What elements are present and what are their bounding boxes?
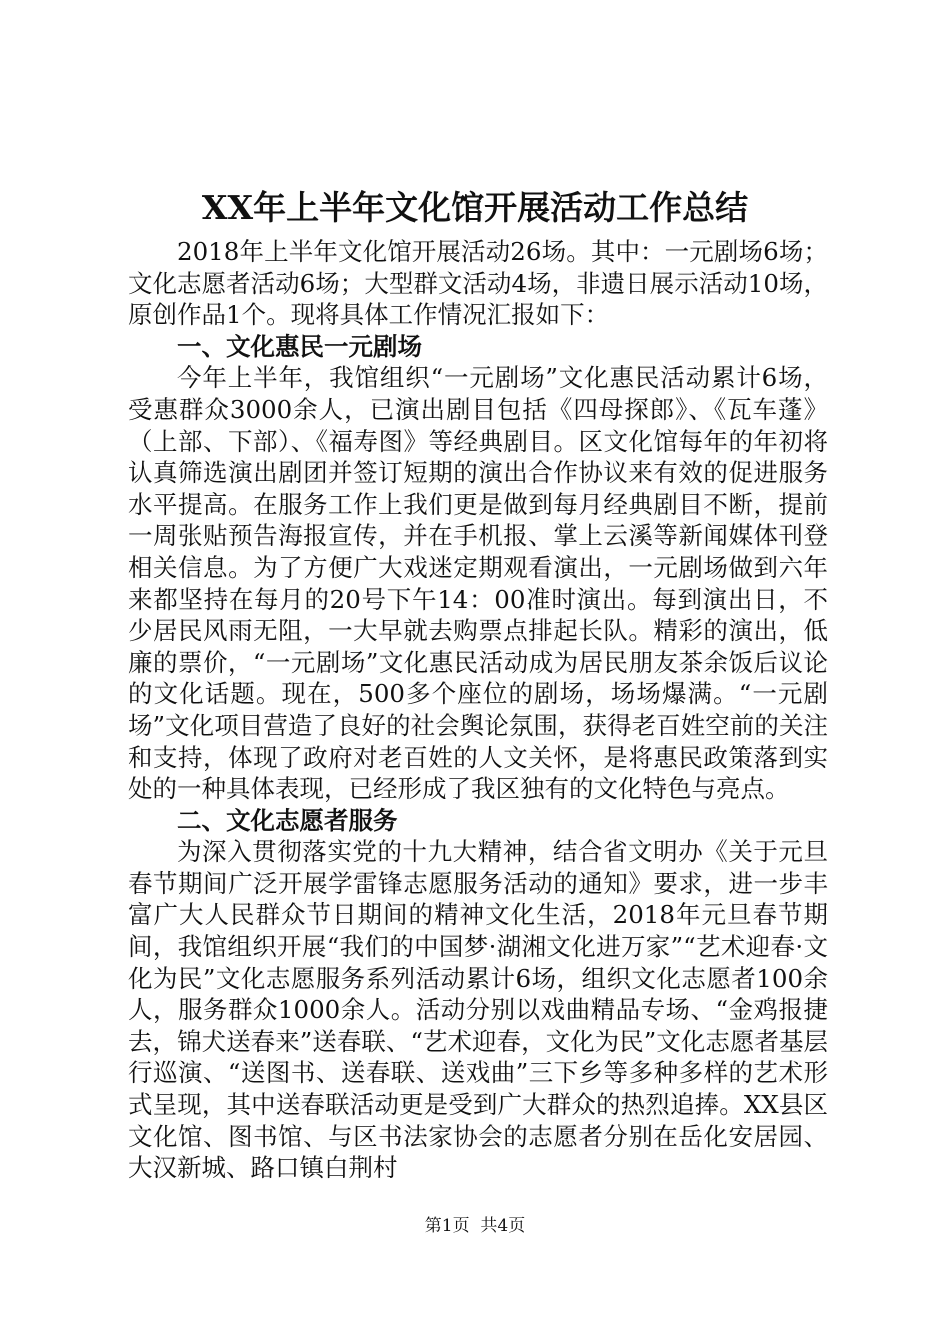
document-body [128,236,828,1184]
section-heading-1: 一、文化惠民一元剧场 [177,331,422,361]
page-number: 第1页 共4页 [424,1216,526,1236]
intro-paragraph: 2018年上半年文化馆开展活动26场。其中：一元剧场6场；文化志愿者活动6场；大型群文活动4场，非遗日展示活动10场，原创作品1个。现将具体工作情况汇报如下： [128,237,828,330]
document-title: XX年上半年文化馆开展活动工作总结 [201,188,749,227]
page-footer [0,1214,950,1238]
section-heading-2: 二、文化志愿者服务 [177,805,398,835]
section-paragraph-2: 为深入贯彻落实党的十九大精神，结合省文明办《关于元旦春节期间广泛开展学雷锋志愿服务活动的通知》要求，进一步丰富广大人民群众节日期间的精神文化生活，2018年元旦春节期间，我馆组织开展“我们的中国梦·湖湘文化进万家”“艺术迎春·文化为民”文化志愿服务系列活动累计6场，组织文化志愿者100余人，服务群众1000余人。活动分别以戏曲精品专场、“金鸡报捷去，锦犬送春来”送春联、“艺术迎春，文化为民”文化志愿者基层行巡演、“送图书、送春联、送戏曲”三下乡等多种多样的艺术形式呈现，其中送春联活动更是受到广大群众的热烈追捧。XX县区文化馆、图书馆、与区书法家协会的志愿者分别在岳化安居园、大汉新城、路口镇白荆村 [128,837,828,1183]
section-paragraph-1: 今年上半年，我馆组织“一元剧场”文化惠民活动累计6场，受惠群众3000余人，已演出剧目包括《四母探郎》、《瓦车蓬》（上部、下部）、《福寿图》等经典剧目。区文化馆每年的年初将认真筛选演出剧团并签订短期的演出合作协议来有效的促进服务水平提高。在服务工作上我们更是做到每月经典剧目不断，提前一周张贴预告海报宣传，并在手机报、掌上云溪等新闻媒体刊登相关信息。为了方便广大戏迷定期观看演出，一元剧场做到六年来都坚持在每月的20号下午14：00准时演出。每到演出日，不少居民风雨无阻，一大早就去购票点排起长队。精彩的演出，低廉的票价，“一元剧场”文化惠民活动成为居民朋友茶余饭后议论的文化话题。现在，500多个座位的剧场，场场爆满。“一元剧场”文化项目营造了良好的社会舆论氛围，获得老百姓空前的关注和支持，体现了政府对老百姓的人文关怀，是将惠民政策落到实处的一种具体表现，已经形成了我区独有的文化特色与亮点。 [128,363,828,804]
